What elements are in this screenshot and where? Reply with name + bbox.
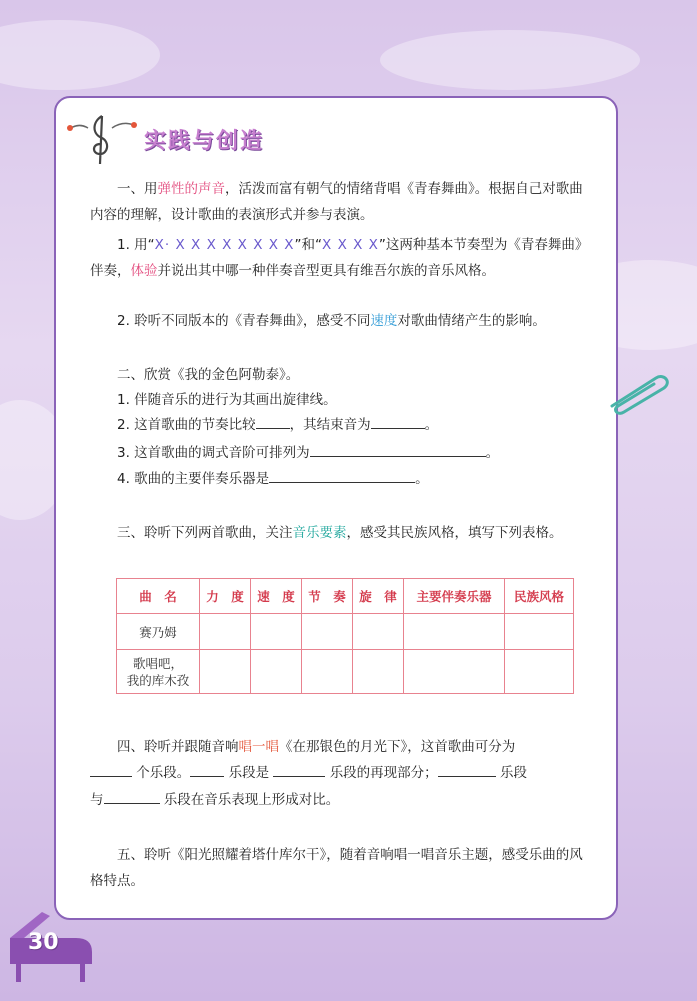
answer-blank[interactable] (273, 762, 325, 777)
q4-text-8: 乐段在音乐表现上形成对比。 (163, 792, 340, 808)
table-row (117, 614, 574, 650)
table-cell[interactable] (404, 614, 505, 650)
answer-blank[interactable] (90, 762, 132, 777)
q1-item1-text: 1. 用“ (117, 237, 155, 253)
q2-item4-text: 4. 歌曲的主要伴奏乐器是 (117, 471, 270, 487)
q1-item1-highlight: 体验 (130, 263, 158, 279)
table-cell[interactable] (302, 614, 353, 650)
question-3 (90, 520, 584, 546)
q2-item3-end: 。 (485, 445, 500, 461)
table-cell[interactable] (302, 650, 353, 694)
question-1 (90, 176, 584, 228)
table-header: 曲 名 (117, 579, 200, 614)
table-cell[interactable] (404, 650, 505, 694)
song-name (117, 650, 200, 694)
question-2-item-2 (90, 412, 584, 438)
q1-item2-highlight: 速度 (370, 313, 398, 329)
question-4-line-2 (90, 760, 584, 786)
q1-text-rest: ，活泼而富有朝气的情绪背唱《青春舞曲》。根据自己对歌曲内容的理解，设计歌曲的表演形式并参与表演。 (90, 181, 583, 223)
table-cell[interactable] (505, 614, 574, 650)
question-2-item-4 (90, 466, 584, 492)
q1-item2-text: 2. 聆听不同版本的《青春舞曲》，感受不同 (117, 313, 371, 329)
table-cell[interactable] (353, 614, 404, 650)
table-header-row (117, 579, 574, 614)
table-header: 主要伴奏乐器 (404, 579, 505, 614)
table-header: 民族风格 (505, 579, 574, 614)
answer-blank[interactable] (438, 762, 496, 777)
table-header: 旋 律 (353, 579, 404, 614)
question-5: 五、聆听《阳光照耀着塔什库尔干》，随着音响唱一唱音乐主题，感受乐曲的风格特点。 (90, 847, 583, 889)
table-header: 节 奏 (302, 579, 353, 614)
q1-highlight: 弹性的声音 (157, 181, 225, 197)
song-name-line-2: 我的库木孜 (126, 672, 190, 688)
question-2-item-3 (90, 440, 584, 466)
question-4-line-3 (90, 787, 584, 813)
table-cell[interactable] (353, 650, 404, 694)
question-1-item-1 (90, 232, 584, 284)
q1-item1-text-2: ”这两种基本节奏型为《青春舞曲》伴奏， (90, 237, 582, 279)
q2-item3-text: 3. 这首歌曲的调式音阶可排列为 (117, 445, 310, 461)
table-header: 速 度 (251, 579, 302, 614)
q3-text: 三、聆听下列两首歌曲，关注 (117, 525, 293, 541)
q4-text-2: 《在那银色的月光下》，这首歌曲可分为 (279, 739, 516, 755)
table-cell[interactable] (200, 614, 251, 650)
song-name-line-1: 歌唱吧， (132, 655, 183, 671)
section-title: 实践与创造 (144, 129, 265, 154)
q4-highlight: 唱一唱 (238, 739, 279, 755)
q2-item2-end: 。 (424, 417, 439, 433)
q4-text-4: 乐段是 (228, 765, 270, 781)
page-number: 30 (28, 930, 59, 955)
question-4 (90, 734, 584, 760)
rhythm-pattern-2: X X X X (322, 237, 379, 253)
paperclip-icon (604, 370, 672, 416)
answer-blank[interactable] (310, 442, 486, 457)
q4-text-5: 乐段的再现部分； (329, 765, 438, 781)
answer-blank[interactable] (371, 414, 425, 429)
answer-blank[interactable] (256, 414, 290, 429)
table-cell[interactable] (200, 650, 251, 694)
q2-item2-text-2: ，其结束音为 (289, 417, 371, 433)
answer-blank[interactable] (190, 762, 224, 777)
question-1-item-2 (90, 308, 584, 334)
table-header: 力 度 (200, 579, 251, 614)
q1-item2-text-2: 对歌曲情绪产生的影响。 (397, 313, 546, 329)
table-row (117, 650, 574, 694)
table-cell[interactable] (251, 650, 302, 694)
table-cell[interactable] (505, 650, 574, 694)
table-cell[interactable] (251, 614, 302, 650)
answer-blank[interactable] (269, 468, 415, 483)
q3-highlight: 音乐要素 (292, 525, 347, 541)
q4-text: 四、聆听并跟随音响 (117, 739, 239, 755)
q1-text: 一、用 (117, 181, 158, 197)
song-name: 赛乃姆 (117, 614, 200, 650)
question-2-title: 二、欣赏《我的金色阿勒泰》。 (117, 367, 300, 383)
background-cloud (0, 20, 160, 90)
q4-text-3: 个乐段。 (136, 765, 191, 781)
q4-text-7: 与 (90, 792, 104, 808)
q2-item2-text: 2. 这首歌曲的节奏比较 (117, 417, 256, 433)
q3-text-2: ，感受其民族风格，填写下列表格。 (346, 525, 563, 541)
section-header (62, 108, 322, 168)
background-cloud (380, 30, 640, 90)
rhythm-pattern-1: X· X X X X X X X X (154, 237, 295, 253)
style-table (116, 578, 574, 694)
answer-blank[interactable] (104, 789, 160, 804)
q4-text-6: 乐段 (499, 765, 527, 781)
q1-item1-and: ”和“ (294, 237, 323, 253)
question-2-item-1: 1. 伴随音乐的进行为其画出旋律线。 (117, 392, 337, 408)
q1-item1-text-3: 并说出其中哪一种伴奏音型更具有维吾尔族的音乐风格。 (157, 263, 495, 279)
treble-clef-icon (62, 108, 142, 168)
q2-item4-end: 。 (415, 471, 429, 487)
